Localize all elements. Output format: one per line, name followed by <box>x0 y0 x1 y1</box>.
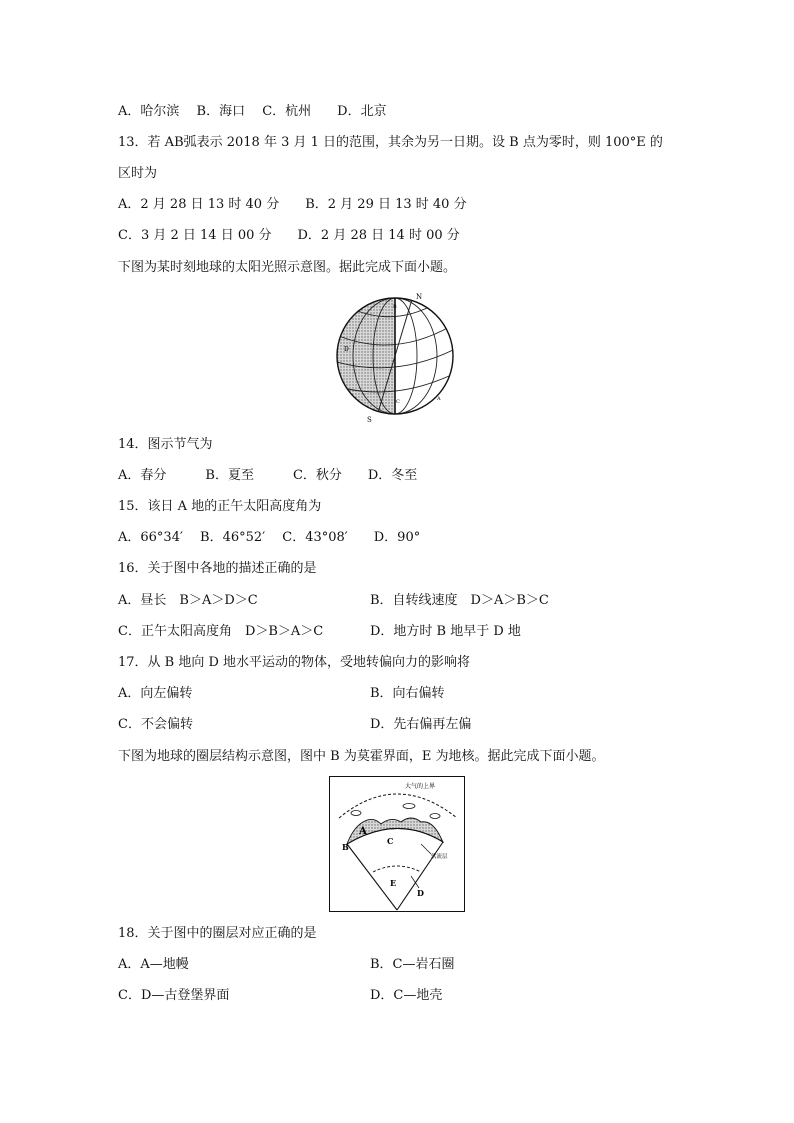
q17-option-d: D．先右偏再左偏 <box>370 717 472 732</box>
q18-stem: 18．关于图中的圈层对应正确的是 <box>118 926 317 941</box>
layers-label-soft: 软流层 <box>431 854 448 860</box>
q18-option-b: B．C—岩石圈 <box>370 957 455 972</box>
q13-stem-line1: 13．若 AB弧表示 2018 年 3 月 1 日的范围，其余为另一日期。设 B 点为零时，则 100°E 的 <box>118 135 663 150</box>
q15-options: A．66°34′ B．46°52′ C．43°08′ D．90° <box>118 530 421 545</box>
q16-option-d: D．地方时 B 地早于 D 地 <box>370 624 521 639</box>
layers-label-e: E <box>390 878 397 888</box>
q15-stem: 15．该日 A 地的正午太阳高度角为 <box>118 499 322 514</box>
q13-options-line1: A．2 月 28 日 13 时 40 分 B．2 月 29 日 13 时 40 分 <box>118 197 467 212</box>
q17-stem: 17．从 B 地向 D 地水平运动的物体，受地转偏向力的影响将 <box>118 655 471 670</box>
layers-label-b: B <box>342 842 349 852</box>
q14-stem: 14．图示节气为 <box>118 437 213 452</box>
q17-option-b: B．向右偏转 <box>370 686 445 701</box>
globe-intro: 下图为某时刻地球的太阳光照示意图。据此完成下面小题。 <box>118 260 457 275</box>
q18-option-a: A．A—地幔 <box>118 957 189 972</box>
q16-option-c: C．正午太阳高度角 D＞B＞A＞C <box>118 624 324 639</box>
night-side-shading <box>337 298 395 414</box>
q18-option-d: D．C—地壳 <box>370 988 443 1003</box>
q16-option-a: A．昼长 B＞A＞D＞C <box>118 593 258 608</box>
earth-layers-figure <box>329 776 465 912</box>
q13-options-line2: C．3 月 2 日 14 日 00 分 D．2 月 28 日 14 时 00 分 <box>118 228 460 243</box>
layers-intro: 下图为地球的圈层结构示意图，图中 B 为莫霍界面，E 为地核。据此完成下面小题。 <box>118 749 605 764</box>
q13-stem-line2: 区时为 <box>118 166 158 181</box>
q14-options: A．春分 B．夏至 C．秋分 D．冬至 <box>118 468 418 483</box>
globe-label-a: A <box>437 396 441 402</box>
q17-option-c: C．不会偏转 <box>118 717 193 732</box>
globe-label-s: S <box>367 416 372 424</box>
q18-option-c: C．D—古登堡界面 <box>118 988 230 1003</box>
layers-label-c: C <box>387 836 394 846</box>
globe-label-n: N <box>416 293 423 301</box>
q12-options: A．哈尔滨 B．海口 C．杭州 D．北京 <box>118 104 387 119</box>
layers-label-top: 大气的上界 <box>405 783 436 790</box>
q16-stem: 16．关于图中各地的描述正确的是 <box>118 561 317 576</box>
layers-label-d: D <box>417 888 424 898</box>
globe-illumination-figure <box>325 288 465 428</box>
globe-label-c: C <box>396 399 400 405</box>
layers-label-a: A <box>359 826 367 837</box>
q17-option-a: A．向左偏转 <box>118 686 193 701</box>
globe-label-b: B <box>393 304 397 310</box>
globe-label-d: D <box>344 346 349 353</box>
q16-option-b: B．自转线速度 D＞A＞B＞C <box>370 593 549 608</box>
